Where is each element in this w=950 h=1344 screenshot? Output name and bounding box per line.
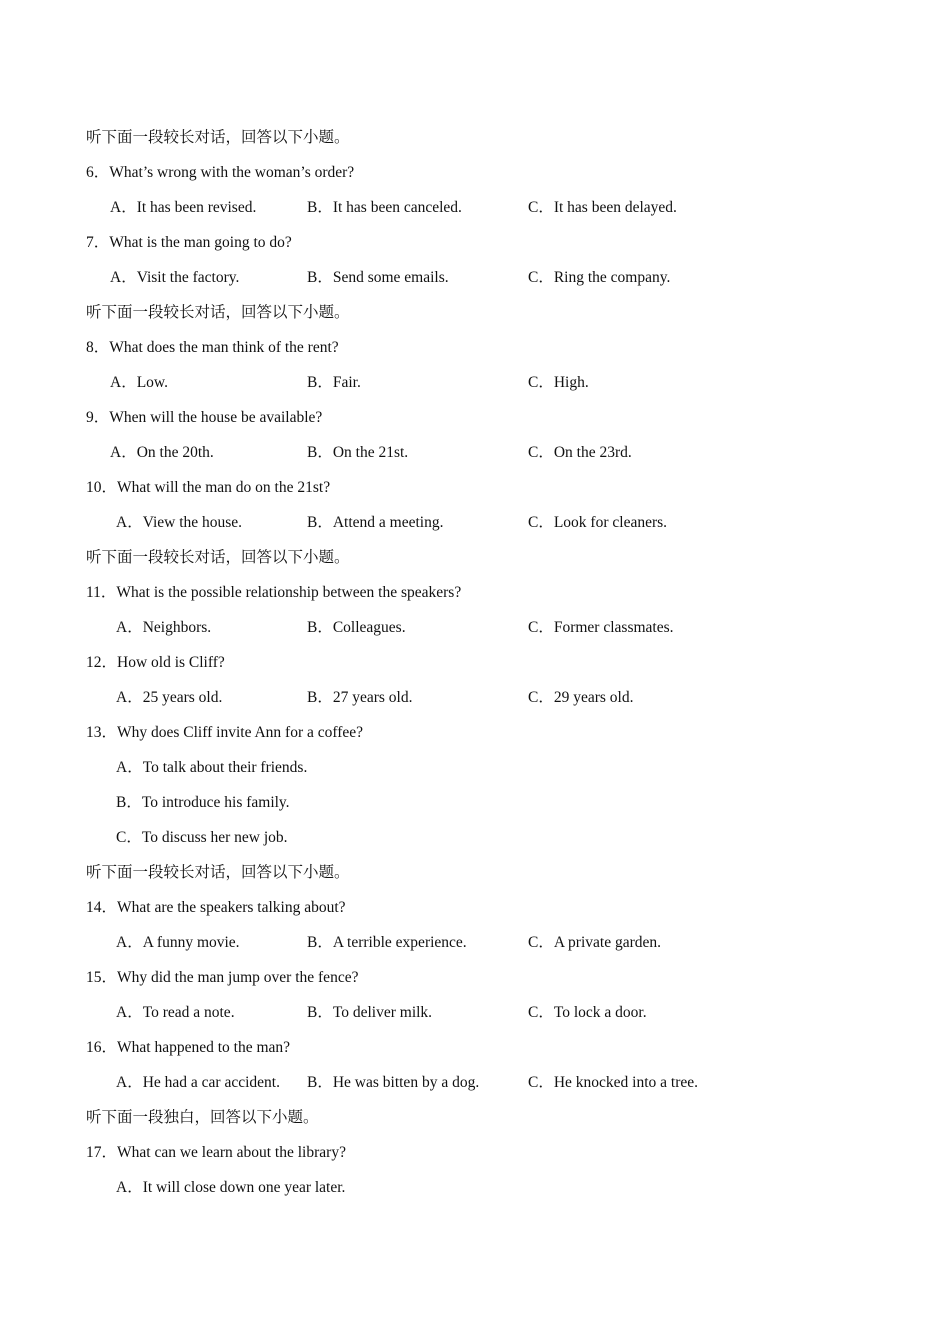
option-c: C．On the 23rd.: [528, 444, 632, 461]
question-12-stem: 12．How old is Cliff?: [86, 654, 225, 671]
question-14-options: [0, 925, 950, 960]
section-instruction: 听下面一段较长对话，回答以下小题。: [86, 129, 350, 146]
option-a: A．Low.: [110, 374, 168, 391]
exam-page: [0, 120, 950, 1205]
option-a: A．Neighbors.: [116, 619, 212, 636]
option-a: A．Visit the factory.: [110, 269, 240, 286]
option-c: C．A private garden.: [528, 934, 662, 951]
question-9-stem: 9．When will the house be available?: [86, 409, 323, 426]
option-b: B．It has been canceled.: [307, 199, 462, 216]
question-16-stem: 16．What happened to the man?: [86, 1039, 291, 1056]
question-6-options: [0, 190, 950, 225]
question-11-options: [0, 610, 950, 645]
question-11-stem: 11．What is the possible relationship between the speakers?: [86, 584, 462, 601]
option-c: C．High.: [528, 374, 589, 391]
option-a: A．To read a note.: [116, 1004, 235, 1021]
option-a: A．View the house.: [116, 514, 243, 531]
option-b: B．27 years old.: [307, 689, 413, 706]
option-b: B．A terrible experience.: [307, 934, 467, 951]
option-c: C．Look for cleaners.: [528, 514, 668, 531]
option-a: A．On the 20th.: [110, 444, 214, 461]
question-16-options: [0, 1065, 950, 1100]
option-a: A．It has been revised.: [110, 199, 257, 216]
question-10-options: [0, 505, 950, 540]
option-b: B．On the 21st.: [307, 444, 409, 461]
option-b: B．He was bitten by a dog.: [307, 1074, 480, 1091]
question-8-stem: 8．What does the man think of the rent?: [86, 339, 339, 356]
section-instruction: 听下面一段较长对话，回答以下小题。: [86, 549, 350, 566]
question-8-options: [0, 365, 950, 400]
question-13-stem: 13．Why does Cliff invite Ann for a coffee?: [86, 724, 364, 741]
option-b: B．Attend a meeting.: [307, 514, 444, 531]
question-14-stem: 14．What are the speakers talking about?: [86, 899, 346, 916]
option-b: B．To deliver milk.: [307, 1004, 433, 1021]
option-a: A．He had a car accident.: [116, 1074, 280, 1091]
question-6-stem: 6．What’s wrong with the woman’s order?: [86, 164, 355, 181]
question-12-options: [0, 680, 950, 715]
section-instruction: 听下面一段较长对话，回答以下小题。: [86, 864, 350, 881]
question-7-options: [0, 260, 950, 295]
option-c: C．It has been delayed.: [528, 199, 677, 216]
question-15-stem: 15．Why did the man jump over the fence?: [86, 969, 359, 986]
option-c: C．To discuss her new job.: [116, 829, 288, 846]
section-instruction: 听下面一段较长对话，回答以下小题。: [86, 304, 350, 321]
option-a: A．To talk about their friends.: [116, 759, 308, 776]
option-a: A．25 years old.: [116, 689, 223, 706]
option-c: C．Former classmates.: [528, 619, 674, 636]
option-a: A．A funny movie.: [116, 934, 240, 951]
question-10-stem: 10．What will the man do on the 21st?: [86, 479, 331, 496]
question-9-options: [0, 435, 950, 470]
option-c: C．He knocked into a tree.: [528, 1074, 699, 1091]
question-17-stem: 17．What can we learn about the library?: [86, 1144, 346, 1161]
option-c: C．Ring the company.: [528, 269, 671, 286]
option-c: C．To lock a door.: [528, 1004, 647, 1021]
option-b: B．Fair.: [307, 374, 361, 391]
option-b: B．Colleagues.: [307, 619, 406, 636]
option-b: B．Send some emails.: [307, 269, 449, 286]
section-instruction: 听下面一段独白，回答以下小题。: [86, 1109, 319, 1126]
question-7-stem: 7．What is the man going to do?: [86, 234, 292, 251]
option-c: C．29 years old.: [528, 689, 634, 706]
option-b: B．To introduce his family.: [116, 794, 290, 811]
question-15-options: [0, 995, 950, 1030]
option-a: A．It will close down one year later.: [116, 1179, 346, 1196]
